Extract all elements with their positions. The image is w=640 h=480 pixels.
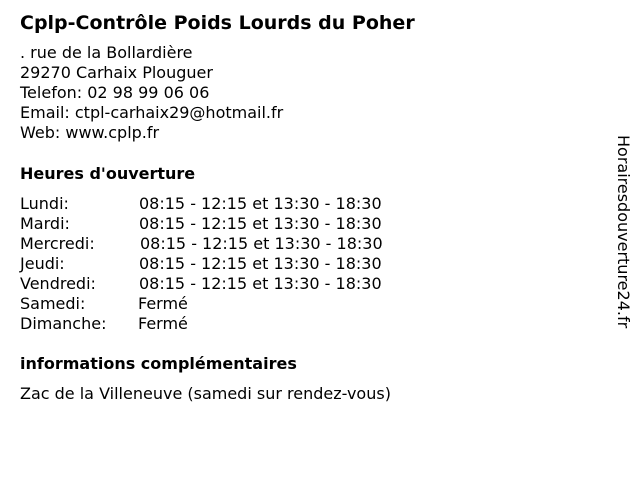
day-label: Mardi:: [20, 214, 70, 233]
day-label: Vendredi:: [20, 274, 96, 293]
hours-value: 08:15 - 12:15 et 13:30 - 18:30: [139, 214, 382, 233]
business-name: Cplp-Contrôle Poids Lourds du Poher: [20, 12, 415, 34]
email-text: Email: ctpl-carhaix29@hotmail.fr: [20, 103, 284, 122]
day-label: Jeudi:: [20, 254, 65, 273]
day-label: Lundi:: [20, 194, 69, 213]
hours-value: Fermé: [138, 294, 188, 313]
hours-value: 08:15 - 12:15 et 13:30 - 18:30: [139, 194, 382, 213]
hours-value: 08:15 - 12:15 et 13:30 - 18:30: [139, 274, 382, 293]
hours-value: Fermé: [138, 314, 188, 333]
day-label: Dimanche:: [20, 314, 107, 333]
website-text: Web: www.cplp.fr: [20, 123, 160, 142]
additional-info-text: Zac de la Villeneuve (samedi sur rendez-vous): [20, 384, 391, 403]
day-label: Mercredi:: [20, 234, 95, 253]
day-label: Samedi:: [20, 294, 86, 313]
address-line-1: . rue de la Bollardière: [20, 43, 193, 62]
business-contact-block: [20, 43, 283, 143]
address-line-2: 29270 Carhaix Plouguer: [20, 63, 213, 82]
opening-hours-heading: Heures d'ouverture: [20, 164, 196, 183]
phone-text: Telefon: 02 98 99 06 06: [20, 83, 210, 102]
hours-value: 08:15 - 12:15 et 13:30 - 18:30: [139, 254, 382, 273]
site-watermark: Horairesdouverture24.fr: [614, 135, 633, 329]
hours-value: 08:15 - 12:15 et 13:30 - 18:30: [140, 234, 383, 253]
additional-info-heading: informations complémentaires: [20, 354, 297, 373]
